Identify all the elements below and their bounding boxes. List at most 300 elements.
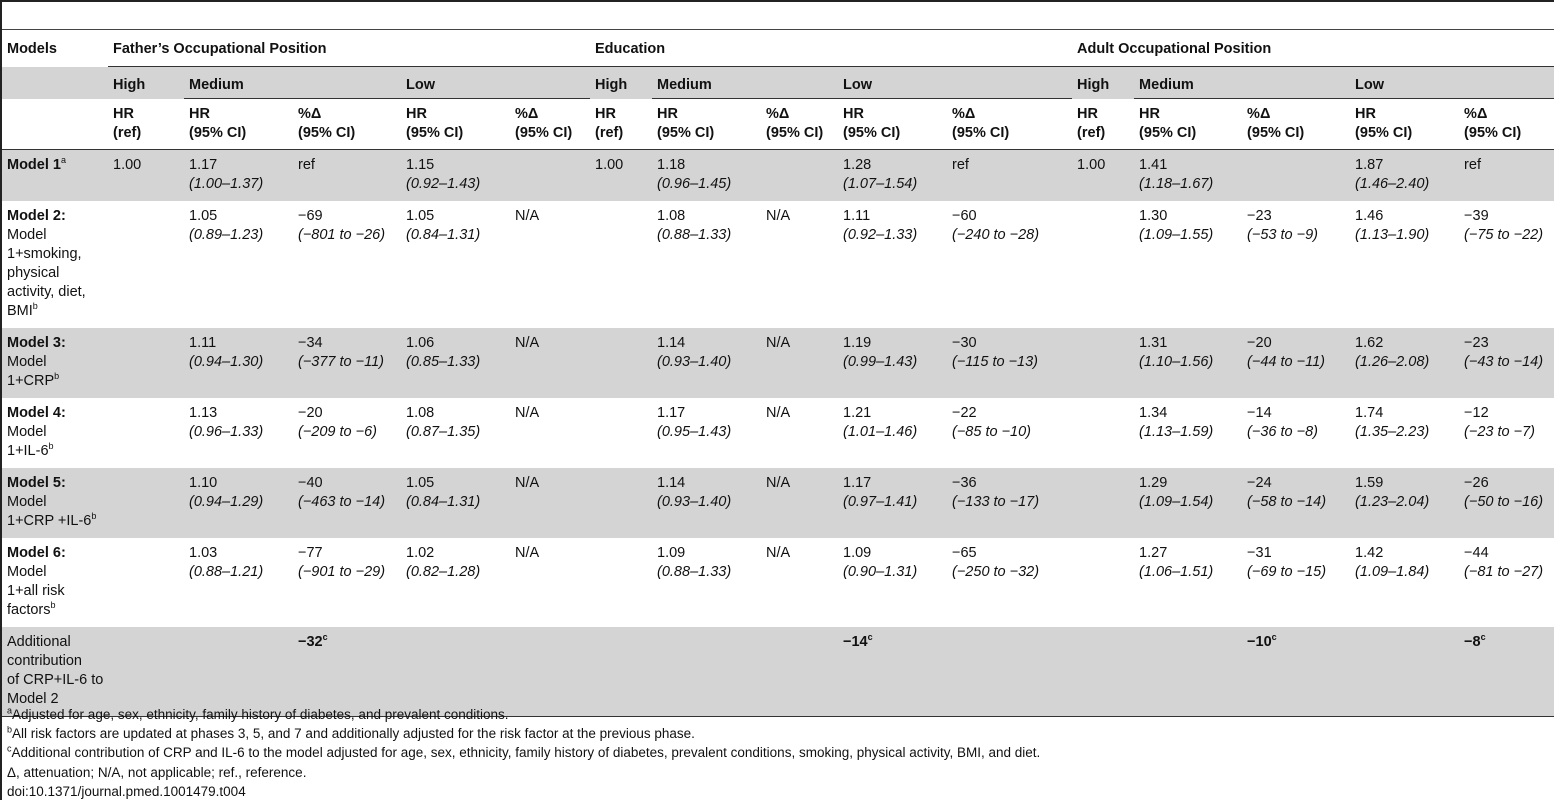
measure-label: %Δ [1464, 106, 1488, 122]
data-cell [947, 150, 1072, 202]
data-cell [838, 328, 947, 398]
data-cell [1072, 627, 1134, 717]
contribution-value: −8 [1464, 634, 1481, 650]
row-label-line: physical [7, 265, 60, 281]
measure-ci-label: (95% CI) [657, 125, 715, 141]
data-cell [510, 201, 590, 328]
data-cell [401, 201, 510, 328]
cell-value: 1.21 [843, 405, 872, 421]
row-label-line: activity, diet, [7, 284, 86, 300]
row-label-model: Model 2: [7, 208, 66, 224]
cell-ci: (1.09–1.84) [1355, 564, 1430, 580]
cell-ci: (−50 to −16) [1464, 494, 1544, 510]
cell-value: −77 [298, 545, 323, 561]
cell-value: −40 [298, 475, 323, 491]
pct-ci-header [1459, 99, 1554, 150]
cell-value: 1.18 [657, 157, 686, 173]
hr-ci-header [1134, 99, 1242, 150]
measure-label: %Δ [298, 106, 322, 122]
cell-ci: (0.94–1.29) [189, 494, 264, 510]
cell-value: N/A [515, 335, 540, 351]
row-label [2, 538, 108, 627]
row-label-model: Model 5: [7, 475, 66, 491]
data-cell [108, 398, 184, 468]
row-label-line: Model [7, 424, 47, 440]
footnote-line [7, 705, 1040, 724]
data-cell [108, 627, 184, 717]
row-label-line: 1+IL-6 [7, 443, 49, 459]
cell-ci: (−36 to −8) [1247, 424, 1318, 440]
row-label-model: Model 3: [7, 335, 66, 351]
cell-value: 1.17 [189, 157, 218, 173]
cell-ci: (0.84–1.31) [406, 227, 481, 243]
data-cell [838, 468, 947, 538]
data-cell [293, 398, 401, 468]
cell-value: 1.31 [1139, 335, 1168, 351]
cell-value: 1.14 [657, 475, 686, 491]
measure-ci-label: (95% CI) [952, 125, 1010, 141]
cell-ci: (0.96–1.45) [657, 176, 732, 192]
cell-ci: (0.95–1.43) [657, 424, 732, 440]
models-header: Models [7, 41, 57, 57]
data-cell [108, 468, 184, 538]
cell-value: 1.11 [843, 208, 871, 224]
hr-ci-header [401, 99, 510, 150]
cell-value: ref [952, 157, 969, 173]
data-cell [838, 398, 947, 468]
cell-ci: (0.96–1.33) [189, 424, 264, 440]
level-medium: Medium [184, 67, 401, 99]
data-cell [184, 538, 293, 627]
data-cell [761, 150, 838, 202]
cell-ci: (0.82–1.28) [406, 564, 481, 580]
data-cell [761, 328, 838, 398]
cell-value: 1.59 [1355, 475, 1384, 491]
cell-ci: (1.07–1.54) [843, 176, 918, 192]
data-cell [293, 201, 401, 328]
footnote-marker: b [7, 724, 13, 735]
cell-value: 1.17 [843, 475, 872, 491]
cell-value: −30 [952, 335, 977, 351]
cell-value: 1.34 [1139, 405, 1168, 421]
cell-value: −34 [298, 335, 323, 351]
hr-ref-header [1072, 99, 1134, 150]
data-cell [108, 538, 184, 627]
footnote-marker: a [60, 155, 66, 166]
data-cell [1072, 398, 1134, 468]
measure-ci-label: (95% CI) [1139, 125, 1197, 141]
cell-ci: (−53 to −9) [1247, 227, 1318, 243]
data-cell [1350, 328, 1459, 398]
data-cell [108, 150, 184, 202]
cell-value: N/A [515, 208, 540, 224]
cell-value: 1.41 [1139, 157, 1168, 173]
hr-ref-header [590, 99, 652, 150]
cell-ci: (−209 to −6) [298, 424, 377, 440]
cell-ci: (−463 to −14) [298, 494, 386, 510]
row-label [2, 150, 108, 202]
footnote-text: Adjusted for age, sex, ethnicity, family history of diabetes, and prevalent conditions. [12, 707, 509, 722]
data-cell [293, 150, 401, 202]
pct-ci-header [947, 99, 1072, 150]
data-cell [947, 538, 1072, 627]
footnote-marker: b [91, 511, 97, 522]
cell-ci: (−75 to −22) [1464, 227, 1544, 243]
data-cell [1350, 627, 1459, 717]
data-cell [1072, 538, 1134, 627]
data-cell [1350, 398, 1459, 468]
data-cell [652, 627, 761, 717]
footnote-marker: a [7, 705, 13, 716]
header-rule [2, 29, 1554, 30]
measure-label: %Δ [766, 106, 790, 122]
cell-value: 1.62 [1355, 335, 1384, 351]
cell-value: −36 [952, 475, 977, 491]
measure-label: HR [657, 106, 678, 122]
father-occupation-header: Father’s Occupational Position [108, 31, 590, 67]
cell-value: −20 [1247, 335, 1272, 351]
cell-value: −26 [1464, 475, 1489, 491]
cell-value: N/A [766, 405, 791, 421]
data-cell [510, 328, 590, 398]
cell-value: 1.03 [189, 545, 218, 561]
cell-value: −31 [1247, 545, 1272, 561]
hr-ci-header [1350, 99, 1459, 150]
row-label-model: Model 4: [7, 405, 66, 421]
data-cell [838, 627, 947, 717]
cell-value: −14 [1247, 405, 1272, 421]
data-cell [1459, 468, 1554, 538]
cell-ci: (−240 to −28) [952, 227, 1040, 243]
row-label [2, 468, 108, 538]
data-cell [1134, 398, 1242, 468]
data-cell [1242, 538, 1350, 627]
data-cell [401, 538, 510, 627]
data-cell [401, 627, 510, 717]
data-cell [590, 201, 652, 328]
data-cell [1459, 150, 1554, 202]
level-high: High [1072, 67, 1134, 99]
cell-value: N/A [766, 208, 791, 224]
cell-ci: (−81 to −27) [1464, 564, 1544, 580]
cell-value: 1.87 [1355, 157, 1384, 173]
footnote-marker: c [7, 743, 12, 754]
data-cell [1072, 201, 1134, 328]
hr-ci-header [184, 99, 293, 150]
data-cell [652, 468, 761, 538]
cell-value: −24 [1247, 475, 1272, 491]
row-label [2, 201, 108, 328]
data-cell [590, 398, 652, 468]
cell-ci: (0.84–1.31) [406, 494, 481, 510]
cell-value: N/A [766, 475, 791, 491]
table-row [2, 201, 1554, 328]
data-cell [1242, 201, 1350, 328]
level-high: High [108, 67, 184, 99]
pct-ci-header [510, 99, 590, 150]
data-cell [838, 538, 947, 627]
footnote-text: All risk factors are updated at phases 3, 5, and 7 and additionally adjusted for the risk factor at the previous phase. [12, 726, 695, 742]
cell-value: −20 [298, 405, 323, 421]
row-label-line: Model 2 [7, 691, 59, 707]
data-cell [1134, 150, 1242, 202]
cell-ci: (1.00–1.37) [189, 176, 264, 192]
data-cell [1242, 150, 1350, 202]
footnote-line [7, 782, 1040, 801]
data-cell [401, 150, 510, 202]
measure-label: HR [843, 106, 864, 122]
data-cell [1134, 201, 1242, 328]
row-label-line: of CRP+IL-6 to [7, 672, 104, 688]
table-row [2, 468, 1554, 538]
data-cell [761, 627, 838, 717]
row-label-line: Additional [7, 634, 71, 650]
cell-value: 1.09 [843, 545, 872, 561]
cell-value: 1.29 [1139, 475, 1168, 491]
data-cell [947, 201, 1072, 328]
cell-ci: (−901 to −29) [298, 564, 386, 580]
data-cell [184, 201, 293, 328]
hr-ci-header [652, 99, 761, 150]
cell-ci: (1.18–1.67) [1139, 176, 1214, 192]
measure-label: %Δ [1247, 106, 1271, 122]
pct-ci-header [293, 99, 401, 150]
cell-value: 1.00 [113, 157, 142, 173]
data-cell [1350, 201, 1459, 328]
data-cell [1350, 150, 1459, 202]
cell-ci: (0.92–1.43) [406, 176, 481, 192]
cell-value: 1.05 [406, 208, 435, 224]
row-label-line: contribution [7, 653, 82, 669]
data-cell [401, 398, 510, 468]
cell-value: 1.09 [657, 545, 686, 561]
pct-ci-header [1242, 99, 1350, 150]
row-label [2, 627, 108, 717]
cell-value: 1.00 [1077, 157, 1106, 173]
data-cell [590, 538, 652, 627]
data-cell [108, 328, 184, 398]
data-cell [401, 468, 510, 538]
measure-ci-label: (95% CI) [406, 125, 464, 141]
top-rule [2, 0, 1554, 2]
data-cell [947, 468, 1072, 538]
data-cell [947, 627, 1072, 717]
row-label [2, 398, 108, 468]
cell-ci: (0.93–1.40) [657, 354, 732, 370]
cell-value: N/A [515, 475, 540, 491]
data-cell [838, 150, 947, 202]
cell-ci: (0.88–1.21) [189, 564, 264, 580]
cell-ci: (1.01–1.46) [843, 424, 918, 440]
level-medium: Medium [652, 67, 838, 99]
measure-label: HR [189, 106, 210, 122]
contribution-value: −32 [298, 634, 323, 650]
measure-label: HR [406, 106, 427, 122]
cell-ci: (1.23–2.04) [1355, 494, 1430, 510]
data-cell [1242, 328, 1350, 398]
data-cell [1072, 328, 1134, 398]
data-cell [761, 201, 838, 328]
footnote-marker: b [32, 301, 38, 312]
measure-ci-label: (ref) [595, 124, 624, 141]
data-cell [184, 468, 293, 538]
footnote-line [7, 724, 1040, 743]
data-cell [1459, 328, 1554, 398]
data-cell [1134, 468, 1242, 538]
row-label [2, 328, 108, 398]
cell-value: 1.10 [189, 475, 218, 491]
cell-value: −65 [952, 545, 977, 561]
data-cell [590, 627, 652, 717]
data-cell [838, 201, 947, 328]
measure-ci-label: (95% CI) [189, 125, 247, 141]
data-cell [1134, 538, 1242, 627]
level-low: Low [401, 67, 590, 99]
row-label-model: Model 1 [7, 157, 61, 173]
data-cell [510, 627, 590, 717]
additional-contribution-row [2, 627, 1554, 717]
cell-value: 1.17 [657, 405, 686, 421]
cell-value: −23 [1464, 335, 1489, 351]
cell-value: 1.28 [843, 157, 872, 173]
footnote-marker: c [1480, 632, 1486, 643]
row-label-line: factors [7, 602, 51, 618]
cell-value: N/A [515, 545, 540, 561]
measure-header-blank [2, 99, 108, 150]
cell-value: 1.08 [406, 405, 435, 421]
measure-label: HR [1077, 105, 1098, 122]
data-cell [293, 468, 401, 538]
footnote-line [7, 763, 1040, 782]
cell-value: 1.08 [657, 208, 686, 224]
level-high: High [590, 67, 652, 99]
contribution-value: −14 [843, 634, 868, 650]
data-cell [1459, 627, 1554, 717]
data-cell [1242, 468, 1350, 538]
footnote-text: Additional contribution of CRP and IL-6 to the model adjusted for age, sex, ethnicity, family history of diabetes, prevalent conditions, smoking, physical activity, BMI, and diet. [11, 745, 1041, 761]
cell-ci: (1.09–1.54) [1139, 494, 1214, 510]
footnote-text: Δ, attenuation; N/A, not applicable; ref., reference. [7, 764, 307, 780]
cell-value: 1.15 [406, 157, 435, 173]
cell-ci: (−23 to −7) [1464, 424, 1535, 440]
measure-label: HR [1139, 106, 1160, 122]
level-low: Low [838, 67, 1072, 99]
measure-ci-label: (95% CI) [766, 125, 824, 141]
cell-value: −22 [952, 405, 977, 421]
level-low: Low [1350, 67, 1554, 99]
data-cell [947, 398, 1072, 468]
data-cell [293, 328, 401, 398]
data-cell [590, 150, 652, 202]
cell-value: −39 [1464, 208, 1489, 224]
data-cell [1134, 627, 1242, 717]
cell-ci: (1.10–1.56) [1139, 354, 1214, 370]
row-label-line: Model [7, 564, 47, 580]
row-label-line: BMI [7, 303, 33, 319]
hr-ci-header [838, 99, 947, 150]
data-cell [108, 201, 184, 328]
cell-ci: (0.97–1.41) [843, 494, 918, 510]
cell-value: N/A [515, 405, 540, 421]
measure-label: HR [113, 105, 134, 122]
measure-label: %Δ [952, 106, 976, 122]
data-cell [510, 468, 590, 538]
education-header: Education [590, 31, 1072, 67]
cell-ci: (−133 to −17) [952, 494, 1040, 510]
measure-label: HR [1355, 106, 1376, 122]
cell-ci: (1.13–1.59) [1139, 424, 1214, 440]
measure-label: %Δ [515, 106, 539, 122]
cell-ci: (−69 to −15) [1247, 564, 1327, 580]
measure-ci-label: (ref) [113, 124, 142, 141]
cell-value: −44 [1464, 545, 1489, 561]
level-medium: Medium [1134, 67, 1350, 99]
row-label-line: Model [7, 354, 47, 370]
cell-value: 1.42 [1355, 545, 1384, 561]
cell-value: 1.05 [406, 475, 435, 491]
data-cell [652, 150, 761, 202]
row-label-line: Model [7, 227, 47, 243]
data-cell [1072, 468, 1134, 538]
cell-value: 1.05 [189, 208, 218, 224]
cell-ci: (−115 to −13) [952, 354, 1039, 370]
data-cell [184, 398, 293, 468]
table-row [2, 150, 1554, 202]
data-cell [652, 398, 761, 468]
row-label-line: 1+smoking, [7, 246, 82, 262]
data-cell [590, 328, 652, 398]
row-label-line: 1+all risk [7, 583, 65, 599]
cell-ci: (−58 to −14) [1247, 494, 1327, 510]
data-cell [510, 538, 590, 627]
data-cell [1242, 398, 1350, 468]
cell-value: N/A [766, 545, 791, 561]
row-label-line: 1+CRP [7, 373, 55, 389]
cell-ci: (−250 to −32) [952, 564, 1040, 580]
measure-ci-label: (95% CI) [515, 125, 573, 141]
cell-ci: (0.87–1.35) [406, 424, 481, 440]
cell-ci: (1.06–1.51) [1139, 564, 1214, 580]
table-row [2, 328, 1554, 398]
measure-label: HR [595, 105, 616, 122]
data-cell [1459, 201, 1554, 328]
table-row [2, 538, 1554, 627]
cell-ci: (−44 to −11) [1247, 354, 1325, 370]
footnote-marker: b [54, 371, 60, 382]
pct-ci-header [761, 99, 838, 150]
data-cell [510, 150, 590, 202]
cell-value: −23 [1247, 208, 1272, 224]
cell-value: 1.14 [657, 335, 686, 351]
data-cell [1459, 538, 1554, 627]
footnote-marker: c [322, 632, 328, 643]
cell-value: 1.11 [189, 335, 217, 351]
data-cell [1459, 398, 1554, 468]
cell-ci: (0.99–1.43) [843, 354, 918, 370]
measure-ci-label: (95% CI) [1355, 125, 1413, 141]
footnote-text: doi:10.1371/journal.pmed.1001479.t004 [7, 783, 246, 799]
row-label-line: 1+CRP +IL-6 [7, 513, 92, 529]
data-cell [184, 627, 293, 717]
row-label-model: Model 6: [7, 545, 66, 561]
data-cell [652, 538, 761, 627]
data-cell [652, 201, 761, 328]
level-header-blank [2, 67, 108, 99]
measure-ci-label: (95% CI) [1464, 125, 1522, 141]
adult-occupation-header: Adult Occupational Position [1072, 31, 1554, 67]
data-cell [293, 538, 401, 627]
data-cell [1134, 328, 1242, 398]
